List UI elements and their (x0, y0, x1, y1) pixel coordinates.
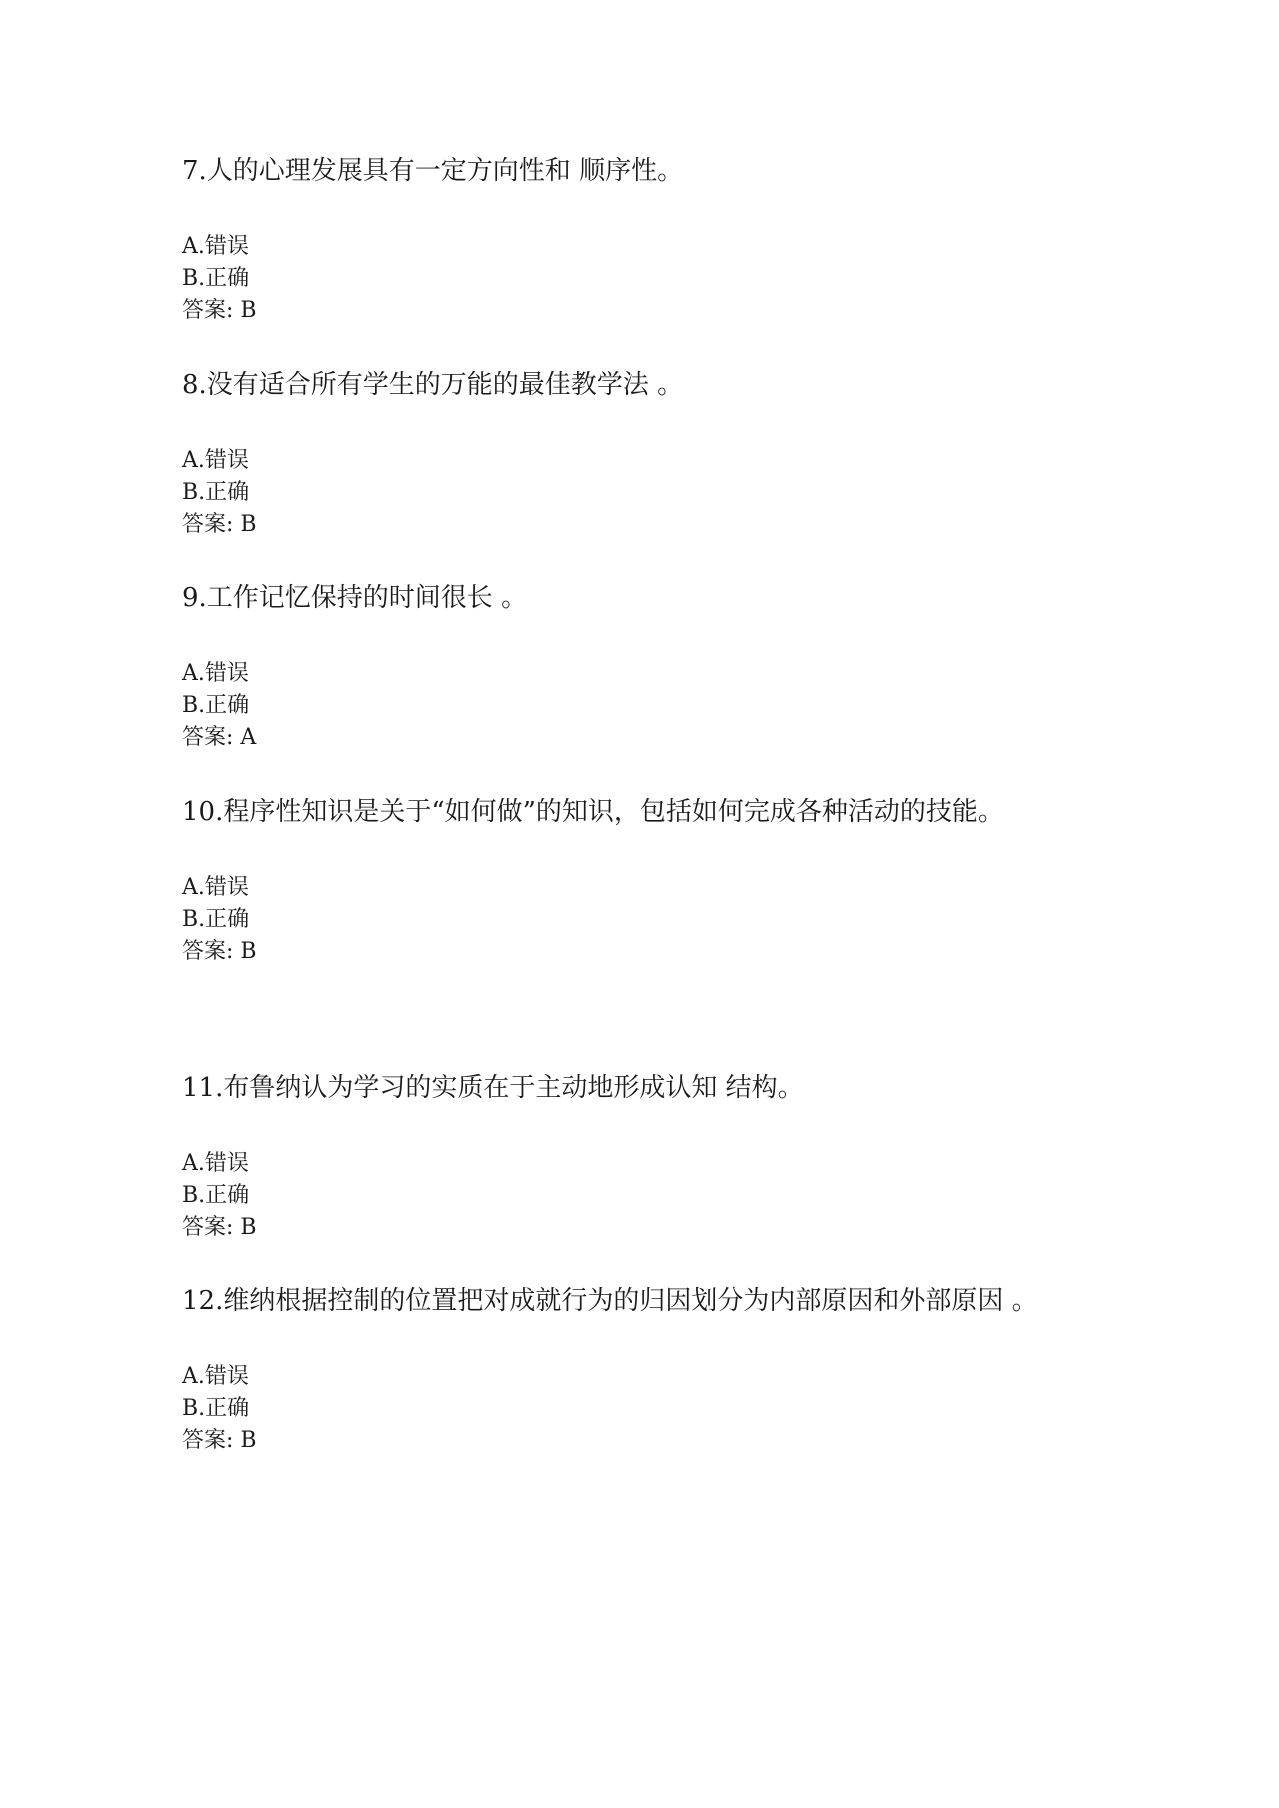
question-11 (182, 1057, 1042, 1244)
option-b: B.正确 (182, 1183, 250, 1208)
option-b: B.正确 (182, 693, 250, 718)
options-block (182, 1148, 1042, 1244)
question-stem: 8.没有适合所有学生的万能的最佳教学法 。 (182, 370, 684, 400)
answer-line: 答案: B (182, 939, 257, 964)
option-a: A.错误 (182, 875, 249, 900)
question-9 (182, 567, 1042, 754)
options-block (182, 872, 1042, 968)
answer-line: 答案: B (182, 1215, 257, 1240)
options-block (182, 445, 1042, 541)
option-a: A.错误 (182, 661, 249, 686)
options-block (182, 231, 1042, 327)
option-b: B.正确 (182, 907, 250, 932)
options-block (182, 1361, 1042, 1457)
question-8 (182, 354, 1042, 541)
option-a: A.错误 (182, 234, 249, 259)
question-stem: 9.工作记忆保持的时间很长 。 (182, 583, 528, 613)
option-a: A.错误 (182, 1364, 249, 1389)
answer-line: 答案: B (182, 512, 257, 537)
question-stem: 11.布鲁纳认为学习的实质在于主动地形成认知 结构。 (182, 1073, 804, 1103)
options-block (182, 658, 1042, 754)
question-7 (182, 140, 1042, 327)
answer-line: 答案: B (182, 1428, 257, 1453)
option-b: B.正确 (182, 480, 250, 505)
answer-line: 答案: B (182, 298, 257, 323)
question-12 (182, 1270, 1042, 1457)
option-b: B.正确 (182, 1396, 250, 1421)
question-stem: 10.程序性知识是关于“如何做”的知识，包括如何完成各种活动的技能。 (182, 797, 1004, 827)
question-10 (182, 781, 1042, 968)
question-stem: 12.维纳根据控制的位置把对成就行为的归因划分为内部原因和外部原因 。 (182, 1286, 1038, 1316)
question-stem: 7.人的心理发展具有一定方向性和 顺序性。 (182, 156, 684, 186)
answer-line: 答案: A (182, 725, 257, 750)
option-b: B.正确 (182, 266, 250, 291)
option-a: A.错误 (182, 448, 249, 473)
option-a: A.错误 (182, 1151, 249, 1176)
